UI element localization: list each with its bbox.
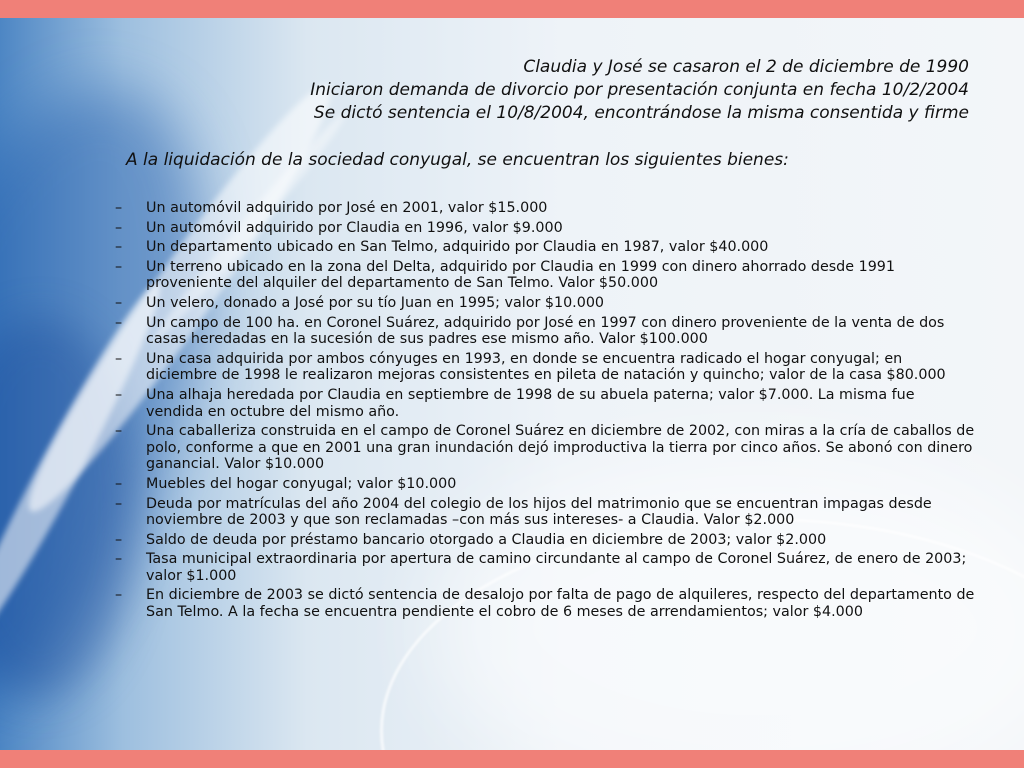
asset-list-item (115, 351, 975, 384)
asset-item-text: En diciembre de 2003 se dictó sentencia de desalojo por falta de pago de alquileres, respecto del departamento de San Telmo. A la fecha se encuentra pendiente el cobro de 6 meses de arrendamientos; valor $4.000 (146, 587, 975, 621)
bullet-dash: – (115, 219, 123, 236)
asset-list-item (115, 315, 975, 348)
bullet-dash: – (115, 350, 123, 367)
asset-item-text: Un automóvil adquirido por José en 2001, valor $15.000 (146, 200, 548, 216)
asset-item-text: Un automóvil adquirido por Claudia en 1996, valor $9.000 (146, 219, 563, 236)
asset-item-text: Muebles del hogar conyugal; valor $10.000 (146, 475, 457, 492)
bullet-dash: – (115, 587, 123, 604)
asset-item-text: Deuda por matrículas del año 2004 del colegio de los hijos del matrimonio que se encuentran impagas desde noviembre de 2003 y que son reclamadas –con más sus intereses- a Claudia. Valor $2.000 (146, 495, 932, 529)
slide-header (310, 56, 969, 125)
asset-list-item (115, 423, 975, 473)
asset-list-item (115, 551, 975, 584)
asset-list-item (115, 587, 975, 620)
asset-list-item (115, 476, 975, 493)
asset-item-text: Una casa adquirida por ambos cónyuges en 1993, en donde se encuentra radicado el hogar conyugal; en diciembre de 1998 le realizaron mejoras consistentes en pileta de natación y quincho; valor de la casa $80.000 (146, 350, 946, 384)
asset-list-item (115, 259, 975, 292)
bullet-dash: – (115, 314, 123, 331)
asset-item-text: Un departamento ubicado en San Telmo, adquirido por Claudia en 1987, valor $40.000 (146, 239, 769, 256)
bullet-dash: – (115, 386, 123, 403)
assets-subheading: A la liquidación de la sociedad conyugal, se encuentran los siguientes bienes: (126, 150, 789, 170)
asset-list-item (115, 295, 975, 312)
asset-item-text: Una alhaja heredada por Claudia en septiembre de 1998 de su abuela paterna; valor $7.000. La misma fue vendida en octubre del mismo año. (146, 386, 915, 420)
bullet-dash: – (115, 551, 123, 568)
bullet-dash: – (115, 294, 123, 311)
header-line-sentence: Se dictó sentencia el 10/8/2004, encontrándose la misma consentida y firme (313, 103, 969, 123)
bullet-dash: – (115, 239, 123, 256)
bottom-accent-bar (0, 750, 1024, 768)
asset-item-text: Saldo de deuda por préstamo bancario otorgado a Claudia en diciembre de 2003; valor $2.000 (146, 531, 827, 548)
bullet-dash: – (115, 258, 123, 275)
asset-item-text: Un terreno ubicado en la zona del Delta, adquirido por Claudia en 1999 con dinero ahorrado desde 1991 proveniente del alquiler del departamento de San Telmo. Valor $50.000 (146, 258, 895, 292)
bullet-dash: – (115, 200, 123, 216)
asset-list-item (115, 496, 975, 529)
bullet-dash: – (115, 475, 123, 492)
asset-list-item (115, 239, 975, 256)
asset-list-item (115, 387, 975, 420)
header-line-marriage: Claudia y José se casaron el 2 de diciembre de 1990 (523, 57, 969, 77)
asset-list-item (115, 532, 975, 549)
bullet-dash: – (115, 495, 123, 512)
bullet-dash: – (115, 423, 123, 440)
header-line-divorce-filing: Iniciaron demanda de divorcio por presentación conjunta en fecha 10/2/2004 (310, 80, 969, 100)
asset-item-text: Un campo de 100 ha. en Coronel Suárez, adquirido por José en 1997 con dinero proveniente de la venta de dos casas heredadas en la sucesión de sus padres ese mismo año. Valor $100.000 (146, 314, 945, 348)
asset-item-text: Una caballeriza construida en el campo de Coronel Suárez en diciembre de 2002, con miras a la cría de caballos de polo, conforme a que en 2001 una gran inundación dejó improductiva la tierra por cinco años. Se abonó con dinero ganancial. Valor $10.000 (146, 423, 975, 473)
asset-item-text: Tasa municipal extraordinaria por apertura de camino circundante al campo de Coronel Suárez, de enero de 2003; valor $1.000 (146, 551, 967, 584)
asset-item-text: Un velero, donado a José por su tío Juan en 1995; valor $10.000 (146, 294, 605, 311)
top-accent-bar (0, 0, 1024, 18)
assets-list (115, 200, 975, 624)
bullet-dash: – (115, 531, 123, 548)
asset-list-item (115, 220, 975, 237)
asset-list-item (115, 200, 975, 217)
